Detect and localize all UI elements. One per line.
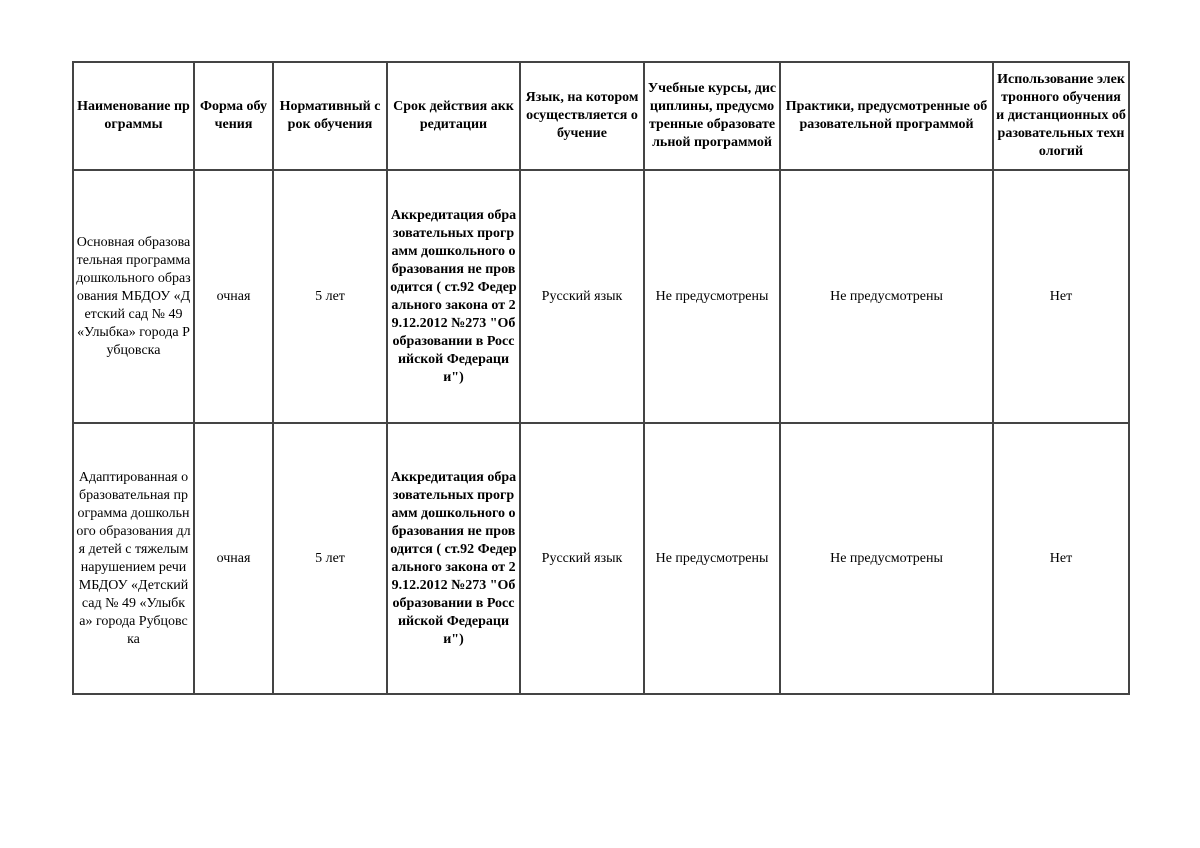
cell-practices: Не предусмотрены [780, 170, 993, 423]
cell-language: Русский язык [520, 423, 644, 694]
cell-study-form: очная [194, 423, 273, 694]
cell-study-form: очная [194, 170, 273, 423]
cell-elearning: Нет [993, 423, 1129, 694]
header-accreditation-term: Срок действия аккредитации [387, 62, 520, 170]
cell-elearning: Нет [993, 170, 1129, 423]
cell-courses: Не предусмотрены [644, 170, 780, 423]
header-program-name: Наименование программы [73, 62, 194, 170]
header-practices: Практики, предусмотренные образовательной программой [780, 62, 993, 170]
programs-table [72, 61, 1130, 695]
header-study-form: Форма обучения [194, 62, 273, 170]
header-language: Язык, на котором осуществляется обучение [520, 62, 644, 170]
table-row [73, 423, 1129, 694]
cell-program-name: Основная образовательная программа дошкольного образования МБДОУ «Детский сад № 49 «Улыбка» города Рубцовска [73, 170, 194, 423]
header-normative-term: Нормативный срок обучения [273, 62, 387, 170]
cell-language: Русский язык [520, 170, 644, 423]
cell-accreditation: Аккредитация образовательных программ дошкольного образования не проводится ( ст.92 Федерального закона от 29.12.2012 №273 "Об образовании в Российской Федерации") [387, 170, 520, 423]
header-courses: Учебные курсы, дисциплины, предусмотренные образовательной программой [644, 62, 780, 170]
cell-normative-term: 5 лет [273, 423, 387, 694]
table-header-row [73, 62, 1129, 170]
cell-practices: Не предусмотрены [780, 423, 993, 694]
cell-normative-term: 5 лет [273, 170, 387, 423]
cell-program-name: Адаптированная образовательная программа дошкольного образования для детей с тяжелым нарушением речи МБДОУ «Детский сад № 49 «Улыбка» города Рубцовска [73, 423, 194, 694]
table-row [73, 170, 1129, 423]
header-elearning: Использование электронного обучения и дистанционных образовательных технологий [993, 62, 1129, 170]
cell-accreditation: Аккредитация образовательных программ дошкольного образования не проводится ( ст.92 Федерального закона от 29.12.2012 №273 "Об образовании в Российской Федерации") [387, 423, 520, 694]
cell-courses: Не предусмотрены [644, 423, 780, 694]
